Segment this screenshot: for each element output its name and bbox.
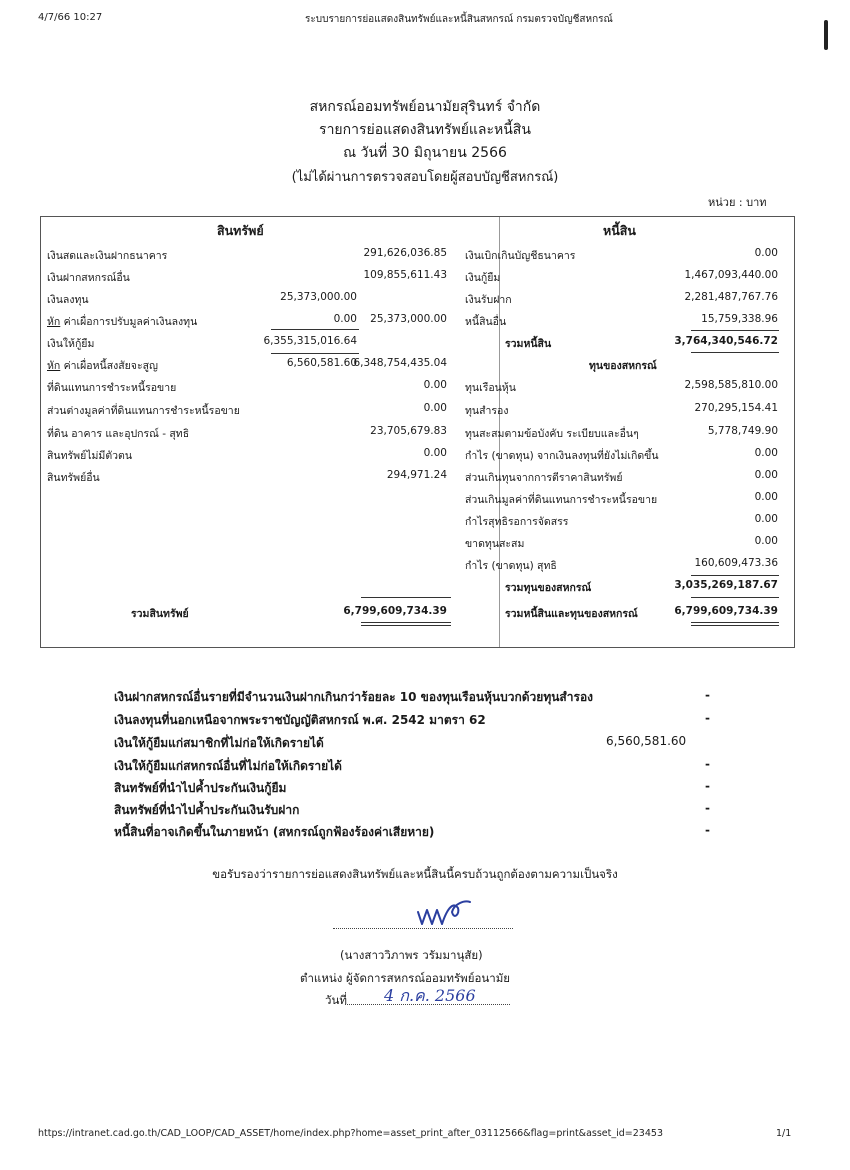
liab-other-label: หนี้สินอื่น <box>465 316 507 328</box>
asset-other-amount: 294,971.24 <box>386 469 447 481</box>
liab-total-label: รวมหนี้สิน <box>505 338 552 350</box>
disclosure-value: - <box>705 757 710 771</box>
double-underline <box>691 622 779 623</box>
statement-table <box>40 216 795 648</box>
handwritten-date: 4 ก.ค. 2566 <box>384 986 476 1005</box>
eq-funds-label: ทุนสะสมตามข้อบังคับ ระเบียบและอื่นๆ <box>465 428 639 440</box>
asset-other-label: สินทรัพย์อื่น <box>47 472 100 484</box>
asset-foreclosed-land-amount: 0.00 <box>423 379 447 391</box>
asset-investments-gross: 25,373,000.00 <box>280 291 357 303</box>
asset-investment-allowance <box>47 313 197 330</box>
asset-foreclosed-diff-amount: 0.00 <box>423 402 447 414</box>
disclosure-label: เงินให้กู้ยืมแก่สหกรณ์อื่นที่ไม่ก่อให้เกิดรายได้ <box>114 759 342 773</box>
underline <box>691 352 779 353</box>
asset-intangible-amount: 0.00 <box>423 447 447 459</box>
print-datetime: 4/7/66 10:27 <box>38 12 103 23</box>
disclosure-label: สินทรัพย์ที่นำไปค้ำประกันเงินกู้ยืม <box>114 781 287 795</box>
double-underline <box>361 625 451 626</box>
underline <box>271 353 359 354</box>
liabilities-heading: หนี้สิน <box>603 223 636 238</box>
eq-reserve-amount: 270,295,154.41 <box>694 402 778 414</box>
underline <box>691 597 779 598</box>
eq-net-profit-amount: 160,609,473.36 <box>694 557 778 569</box>
eq-unrealized-label: กำไร (ขาดทุน) จากเงินลงทุนที่ยังไม่เกิดขึ้น <box>465 450 659 462</box>
asset-total-label: รวมสินทรัพย์ <box>131 608 189 620</box>
equity-heading: ทุนของสหกรณ์ <box>589 360 657 372</box>
asset-ppe-amount: 23,705,679.83 <box>370 425 447 437</box>
asset-ppe-label: ที่ดิน อาคาร และอุปกรณ์ - สุทธิ <box>47 428 190 440</box>
disclosure-value: - <box>705 779 710 793</box>
eq-total-label: รวมทุนของสหกรณ์ <box>505 582 592 594</box>
asset-doubtful-allowance-label: ค่าเผื่อหนี้สงสัยจะสูญ <box>63 360 158 372</box>
page-number: 1/1 <box>776 1128 792 1139</box>
signer-name: (นางสาววิภาพร วรัมมานุสัย) <box>340 948 483 962</box>
org-name: สหกรณ์ออมทรัพย์อนามัยสุรินทร์ จำกัด <box>309 99 541 115</box>
liab-borrowings-label: เงินกู้ยืม <box>465 272 501 284</box>
certification-statement: ขอรับรองว่ารายการย่อแสดงสินทรัพย์และหนี้สินนี้ครบถ้วนถูกต้องตามความเป็นจริง <box>212 867 618 881</box>
asset-investment-net: 25,373,000.00 <box>370 313 447 325</box>
double-underline <box>361 622 451 623</box>
underline <box>361 597 451 598</box>
asset-coop-deposits-label: เงินฝากสหกรณ์อื่น <box>47 272 130 284</box>
disclosure-label: สินทรัพย์ที่นำไปค้ำประกันเงินรับฝาก <box>114 803 300 817</box>
disclosure-label: เงินฝากสหกรณ์อื่นรายที่มีจำนวนเงินฝากเกินกว่าร้อยละ 10 ของทุนเรือนหุ้นบวกด้วยทุนสำรอง <box>114 690 594 704</box>
eq-accum-loss-label: ขาดทุนสะสม <box>465 538 525 550</box>
asset-cash-amount: 291,626,036.85 <box>363 247 447 259</box>
eq-share-capital-amount: 2,598,585,810.00 <box>684 379 778 391</box>
eq-share-capital-label: ทุนเรือนหุ้น <box>465 382 516 394</box>
asset-coop-deposits-amount: 109,855,611.43 <box>363 269 447 281</box>
asset-investments-label: เงินลงทุน <box>47 294 89 306</box>
disclosure-value: - <box>705 823 710 837</box>
asset-intangible-label: สินทรัพย์ไม่มีตัวตน <box>47 450 133 462</box>
liab-overdraft-label: เงินเบิกเกินบัญชีธนาคาร <box>465 250 576 262</box>
eq-net-profit-label: กำไร (ขาดทุน) สุทธิ <box>465 560 557 572</box>
disclosure-value: 6,560,581.60 <box>606 734 687 748</box>
scan-edge-mark <box>824 20 828 50</box>
double-underline <box>691 625 779 626</box>
asset-cash-label: เงินสดและเงินฝากธนาคาร <box>47 250 168 262</box>
signature-line <box>333 928 513 929</box>
eq-total-amount: 3,035,269,187.67 <box>674 579 778 591</box>
asset-doubtful-allowance-value: 6,560,581.60 <box>286 357 357 369</box>
eq-unappropriated-amount: 0.00 <box>754 513 778 525</box>
date-label: วันที่ <box>325 993 347 1007</box>
asset-foreclosed-land-label: ที่ดินแทนการชำระหนี้รอขาย <box>47 382 177 394</box>
liab-borrowings-amount: 1,467,093,440.00 <box>684 269 778 281</box>
asset-investment-allowance-value: 0.00 <box>333 313 357 325</box>
report-date: ณ วันที่ 30 มิถุนายน 2566 <box>343 145 507 161</box>
liab-total-amount: 3,764,340,546.72 <box>674 335 778 347</box>
eq-unrealized-amount: 0.00 <box>754 447 778 459</box>
deduct-prefix: หัก <box>47 360 61 372</box>
disclosure-label: เงินให้กู้ยืมแก่สมาชิกที่ไม่ก่อให้เกิดรายได้ <box>114 736 324 750</box>
unit-label: หน่วย : บาท <box>708 196 767 209</box>
eq-excess-goods-label: ส่วนเกินทุนจากการตีราคาสินทรัพย์ <box>465 472 623 484</box>
eq-excess-land-label: ส่วนเกินมูลค่าที่ดินแทนการชำระหนี้รอขาย <box>465 494 658 506</box>
underline <box>691 330 779 331</box>
asset-foreclosed-diff-label: ส่วนต่างมูลค่าที่ดินแทนการชำระหนี้รอขาย <box>47 405 240 417</box>
deduct-prefix: หัก <box>47 316 61 328</box>
audit-note: (ไม่ได้ผ่านการตรวจสอบโดยผู้สอบบัญชีสหกรณ์) <box>291 170 559 185</box>
asset-loans-gross: 6,355,315,016.64 <box>263 335 357 347</box>
asset-investment-allowance-label: ค่าเผื่อการปรับมูลค่าเงินลงทุน <box>63 316 198 328</box>
disclosure-value: - <box>705 711 710 725</box>
disclosure-label: หนี้สินที่อาจเกิดขึ้นในภายหน้า (สหกรณ์ถูกฟ้องร้องค่าเสียหาย) <box>114 825 435 839</box>
asset-total-amount: 6,799,609,734.39 <box>343 605 447 617</box>
eq-reserve-label: ทุนสำรอง <box>465 405 509 417</box>
asset-loans-label: เงินให้กู้ยืม <box>47 338 95 350</box>
liab-other-amount: 15,759,338.96 <box>701 313 778 325</box>
underline <box>271 329 359 330</box>
eq-unappropriated-label: กำไรสุทธิรอการจัดสรร <box>465 516 569 528</box>
eq-funds-amount: 5,778,749.90 <box>707 425 778 437</box>
disclosure-label: เงินลงทุนที่นอกเหนือจากพระราชบัญญัติสหกรณ์ พ.ศ. 2542 มาตรา 62 <box>114 713 486 727</box>
eq-accum-loss-amount: 0.00 <box>754 535 778 547</box>
eq-excess-land-amount: 0.00 <box>754 491 778 503</box>
asset-doubtful-allowance <box>47 357 158 374</box>
eq-excess-goods-amount: 0.00 <box>754 469 778 481</box>
print-url: https://intranet.cad.go.th/CAD_LOOP/CAD_ASSET/home/index.php?home=asset_print_after_03112566&flag=print&asset_id=23453 <box>38 1128 663 1139</box>
disclosure-value: - <box>705 688 710 702</box>
system-title: ระบบรายการย่อแสดงสินทรัพย์และหนี้สินสหกรณ์ กรมตรวจบัญชีสหกรณ์ <box>305 14 613 25</box>
asset-loans-net: 6,348,754,435.04 <box>353 357 447 369</box>
underline <box>691 575 779 576</box>
report-title: รายการย่อแสดงสินทรัพย์และหนี้สิน <box>319 122 531 138</box>
grand-total-amount: 6,799,609,734.39 <box>674 605 778 617</box>
assets-heading: สินทรัพย์ <box>217 223 264 238</box>
signer-position: ตำแหน่ง ผู้จัดการสหกรณ์ออมทรัพย์อนามัย <box>300 971 511 985</box>
signature <box>414 898 474 932</box>
liab-deposits-label: เงินรับฝาก <box>465 294 512 306</box>
liab-overdraft-amount: 0.00 <box>754 247 778 259</box>
liab-deposits-amount: 2,281,487,767.76 <box>684 291 778 303</box>
disclosure-value: - <box>705 801 710 815</box>
grand-total-label: รวมหนี้สินและทุนของสหกรณ์ <box>505 608 638 620</box>
